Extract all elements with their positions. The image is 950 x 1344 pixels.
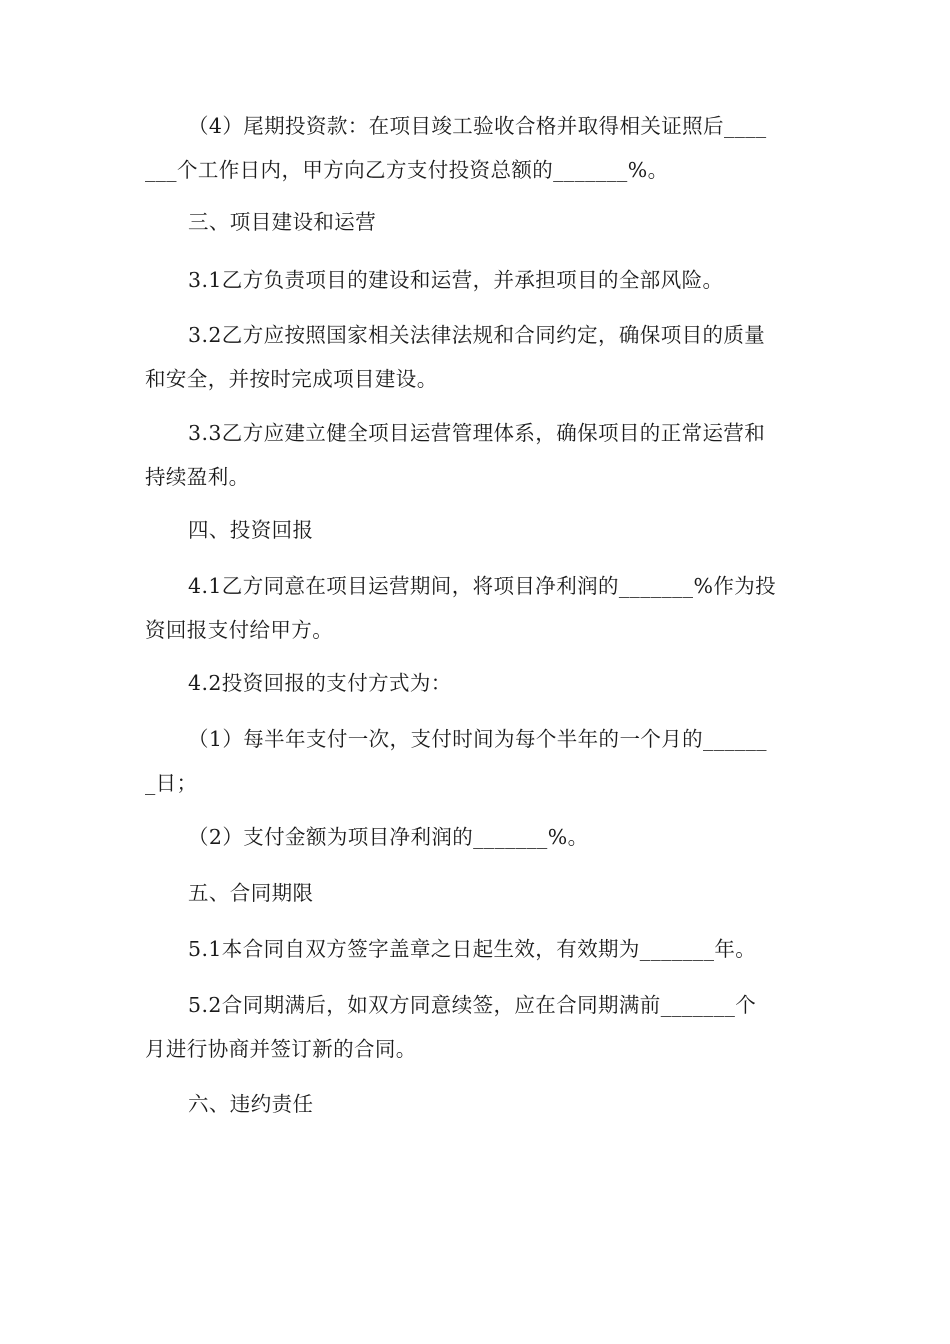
clause-4-2-item-1 bbox=[145, 717, 807, 805]
section-heading-3 bbox=[145, 200, 807, 244]
paragraph-final-payment bbox=[145, 104, 807, 192]
line: 月进行协商并签订新的合同。 bbox=[145, 1037, 417, 1061]
clause-3-2 bbox=[145, 313, 807, 401]
clause-3-1 bbox=[145, 258, 807, 302]
line: ___个工作日内，甲方向乙方支付投资总额的_______%。 bbox=[145, 158, 669, 182]
clause-5-1 bbox=[145, 927, 807, 971]
line: （4）尾期投资款：在项目竣工验收合格并取得相关证照后____ bbox=[188, 114, 767, 138]
line: 3.2乙方应按照国家相关法律法规和合同约定，确保项目的质量 bbox=[188, 323, 766, 347]
clause-4-2 bbox=[145, 661, 807, 705]
clause-3-3 bbox=[145, 411, 807, 499]
line: （2）支付金额为项目净利润的_______%。 bbox=[188, 825, 589, 849]
line: 资回报支付给甲方。 bbox=[145, 618, 334, 642]
section-heading-4 bbox=[145, 508, 807, 552]
clause-4-2-item-2 bbox=[145, 815, 807, 859]
section-heading-6 bbox=[145, 1082, 807, 1126]
heading-text: 四、投资回报 bbox=[188, 518, 314, 542]
clause-4-1 bbox=[145, 564, 807, 652]
line: 持续盈利。 bbox=[145, 465, 250, 489]
line: 3.3乙方应建立健全项目运营管理体系，确保项目的正常运营和 bbox=[188, 421, 766, 445]
line: 5.1本合同自双方签字盖章之日起生效，有效期为_______年。 bbox=[188, 937, 757, 961]
heading-text: 六、违约责任 bbox=[188, 1092, 314, 1116]
line: _日； bbox=[145, 771, 198, 795]
heading-text: 五、合同期限 bbox=[188, 881, 314, 905]
line: （1）每半年支付一次，支付时间为每个半年的一个月的______ bbox=[188, 727, 767, 751]
line: 4.1乙方同意在项目运营期间，将项目净利润的_______%作为投 bbox=[188, 574, 777, 598]
clause-5-2 bbox=[145, 983, 807, 1071]
heading-text: 三、项目建设和运营 bbox=[188, 210, 377, 234]
line: 4.2投资回报的支付方式为： bbox=[188, 671, 452, 695]
line: 5.2合同期满后，如双方同意续签，应在合同期满前_______个 bbox=[188, 993, 757, 1017]
section-heading-5 bbox=[145, 871, 807, 915]
line: 3.1乙方负责项目的建设和运营，并承担项目的全部风险。 bbox=[188, 268, 724, 292]
line: 和安全，并按时完成项目建设。 bbox=[145, 367, 438, 391]
